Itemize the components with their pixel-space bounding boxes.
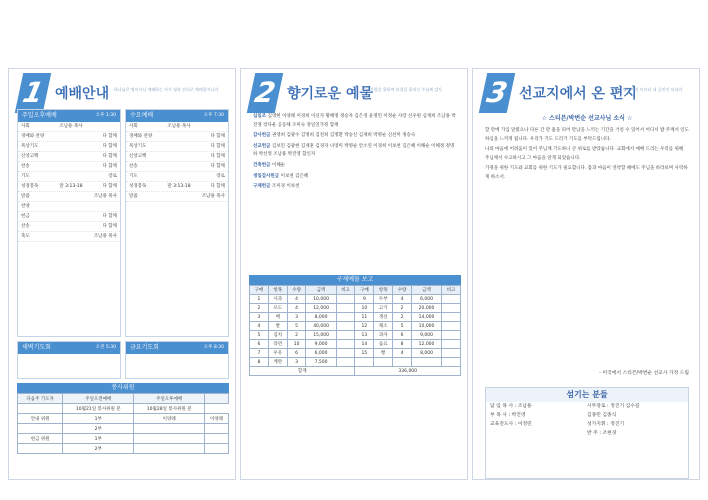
order-row: 기도 장로 bbox=[18, 172, 120, 182]
section-title: 예배안내 bbox=[55, 86, 110, 102]
dawn-time: 오전 5:30 bbox=[95, 345, 116, 350]
section-title: 선교지에서 온 편지 bbox=[519, 86, 637, 102]
table-row: 6 라면 10 9,000 14 음료 8 12,000 bbox=[250, 340, 461, 349]
letter-paragraph: 가정을 위한 기도와 교회를 위한 기도가 필요합니다. 몸과 마음이 연약할 때에도 주님을 바라보며 사역하게 하소서. bbox=[485, 166, 688, 180]
order-row: 경배와 찬양 다 함께 bbox=[126, 132, 228, 142]
section-subtitle: 하나님은 영이시니 예배하는 자가 영과 진리로 예배할지니라 bbox=[114, 87, 219, 92]
table-row: 2부 bbox=[18, 424, 229, 434]
order-row: 신앙고백 다 함께 bbox=[126, 152, 228, 162]
table-row: 안내 위원 1부 이양례 이양례 bbox=[18, 414, 229, 424]
wednesday-box: 수요예배 오후 7:30 사회 조남용 목사 경배와 찬양 다 함께 묵상기도 다 함께 신앙고백 다 함께 찬송 다 함께 기도 장로 성경봉독 말 3:13-18 다 함께 말씀 조남용 목사 bbox=[125, 109, 229, 337]
offering-header bbox=[251, 77, 479, 111]
servant-row: 교육전도사 : 이정민 성가지휘 : 정진기 bbox=[490, 422, 625, 427]
volunteers-header: 봉사위원 bbox=[17, 383, 229, 393]
mission-header bbox=[483, 77, 708, 111]
offering-section: 구제헌금 조미경 이보천 bbox=[253, 184, 300, 190]
friday-prayer-box bbox=[125, 341, 229, 379]
letter-body bbox=[485, 127, 689, 185]
servants-title: 섬기는 분들 bbox=[486, 388, 688, 402]
order-row: 신앙고백 다 함께 bbox=[18, 152, 120, 162]
servant-row: 반 주 : 조현경 bbox=[587, 431, 617, 436]
order-row: 성경봉독 말 3:13-18 다 함께 bbox=[18, 182, 120, 192]
order-row: 찬송 다 함께 bbox=[18, 162, 120, 172]
order-row: 말씀 조남용 목사 bbox=[18, 192, 120, 202]
table-row: 3 배 3 8,000 11 생선 2 14,000 bbox=[250, 313, 461, 322]
offering-panel bbox=[240, 68, 468, 480]
table-row: 4 쌀 5 40,000 12 채소 5 10,000 bbox=[250, 322, 461, 331]
order-row: 헌금 다 함께 bbox=[18, 212, 120, 222]
offering-section: 선교헌금 김보민 김광현 김재훈 김경자 나영미 박명순 안소연 이경희 이보천 김은혜 이해순 이혜정 정명하 박선영 조남용 박진영 함인자 bbox=[253, 143, 455, 158]
letter-paragraph: 나의 마음에 어려움이 있어 주님께 기도하니 큰 위로를 받았습니다. 교회에서 예배 드리는 우리를 위해 주님께서 수고하시고 그 마음을 알게 되었습니다. bbox=[485, 147, 684, 161]
table-row: 10월21일 봉사위원 분 10월28일 봉사위원 분 bbox=[18, 404, 229, 414]
servants-box bbox=[485, 387, 689, 479]
table-row: 7 우유 6 6,000 15 빵 4 8,000 bbox=[250, 349, 461, 358]
table-row: 헌금 위원 1부 bbox=[18, 434, 229, 444]
offering-section: 십일조 김영현 이양례 이경희 이신자 황해명 정승자 김은경 윤명민 이정순 사랑 신우원 심재희 조남용 박진영 장다운 공동체 조미숙 정일연가정 함께 bbox=[253, 114, 456, 128]
friday-label: 금요기도회 bbox=[130, 344, 159, 351]
friday-time: 오후 8:30 bbox=[203, 345, 224, 350]
order-row: 기도 장로 bbox=[126, 172, 228, 182]
sunday-label: 주일오후예배 bbox=[22, 112, 57, 119]
offering-section: 생일감사헌금 이보천 김은혜 bbox=[253, 173, 309, 179]
purchase-table: 구매 항목 수량 금액 비고 구매 항목 수량 금액 비고 1 사과 4 10,000 9 두부 4 6,000 2 포도 4 12,000 10 고기 2 20,000 3 배 3 8,000 11 생선 2 14,000 4 쌀 5 40,000 12 채소 5 10,000 5 김치 2 15,000 13 과자 6 9,000 6 라면 10 9,000 14 음료 8 12,000 7 우유 6 6,000 15 빵 4 8,000 8 계란 3 7,500 합계 336,000 bbox=[249, 285, 461, 376]
order-row: 축도 조남용 목사 bbox=[18, 232, 120, 242]
volunteers-table: 다음주 기도자 주일오전예배 주일오후예배 10월21일 봉사위원 분 10월28일 봉사위원 분 안내 위원 1부 이양례 이양례 2부 헌금 위원 1부 2부 bbox=[17, 393, 229, 454]
section-number: 1 bbox=[15, 73, 52, 113]
table-row: 8 계란 3 7,500 bbox=[250, 358, 461, 367]
table-row: 2부 bbox=[18, 444, 229, 454]
order-row: 찬송 다 함께 bbox=[18, 222, 120, 232]
sunday-time: 오후 1:30 bbox=[95, 113, 116, 118]
order-row: 경배와 찬양 다 함께 bbox=[18, 132, 120, 142]
offering-list bbox=[253, 113, 457, 194]
section-subtitle: 땅끝까지 이르러 내 증인이 되리라 bbox=[623, 87, 683, 92]
dawn-label: 새벽기도회 bbox=[22, 344, 51, 351]
section-number: 3 bbox=[479, 73, 516, 113]
letter-title: ☆ 스티븐/박번순 선교사님 소식 ☆ bbox=[541, 115, 633, 122]
service-volunteers bbox=[17, 383, 229, 454]
order-row: 묵상기도 다 함께 bbox=[126, 142, 228, 152]
servant-row: 담 임 목 사 : 조남용 시무장로 : 정진기 김수길 bbox=[490, 404, 640, 409]
order-row: 말씀 조남용 목사 bbox=[126, 192, 228, 202]
purchase-header: 구제예물 보고 bbox=[249, 275, 461, 285]
offering-section: 감사헌금 권영희 김광수 김명희 김전희 김명환 박승신 김재희 박명순 신선미 정승숙 bbox=[253, 133, 416, 139]
table-total-row: 합계 336,000 bbox=[250, 367, 461, 376]
purchase-report bbox=[249, 275, 461, 376]
order-row: 사회 조남용 목사 bbox=[126, 122, 228, 132]
table-row: 2 포도 4 12,000 10 고기 2 20,000 bbox=[250, 304, 461, 313]
worship-header bbox=[19, 77, 247, 111]
servant-row: 부 목 사 : 박진영 김종민 김종식 bbox=[490, 413, 617, 418]
section-number: 2 bbox=[247, 73, 284, 113]
section-subtitle: 모든 사람을 위하여 보혈을 흘리신 주님께 감사 bbox=[361, 87, 443, 92]
offering-section: 건축헌금 이해순 bbox=[253, 162, 286, 168]
order-row: 사회 조남용 목사 bbox=[18, 122, 120, 132]
order-row: 묵상기도 다 함께 bbox=[18, 142, 120, 152]
order-row: 성경봉독 말 3:13-18 다 함께 bbox=[126, 182, 228, 192]
table-row: 1 사과 4 10,000 9 두부 4 6,000 bbox=[250, 295, 461, 304]
table-row: 5 김치 2 15,000 13 과자 6 9,000 bbox=[250, 331, 461, 340]
order-row: 찬양 bbox=[18, 202, 120, 212]
letter-signature: - 미국에서 스티븐/박번순 선교사 가정 드림 bbox=[599, 371, 689, 376]
worship-panel bbox=[8, 68, 236, 480]
section-title: 향기로운 예물 bbox=[287, 86, 374, 102]
mission-panel bbox=[472, 68, 700, 480]
dawn-prayer-box bbox=[17, 341, 121, 379]
sunday-service-box bbox=[17, 109, 121, 337]
order-row: 찬송 다 함께 bbox=[126, 162, 228, 172]
letter-paragraph: 할 만에 가입 달렸으나 다른 간 만 흉을 피어 만남을 느끼는 기간을 거친 수 있어서 어디서 밥 주께서 인도하심을 느끼게 됩니다. 우리가 기도 드리기 기도를 부탁드립니다. bbox=[485, 128, 689, 142]
